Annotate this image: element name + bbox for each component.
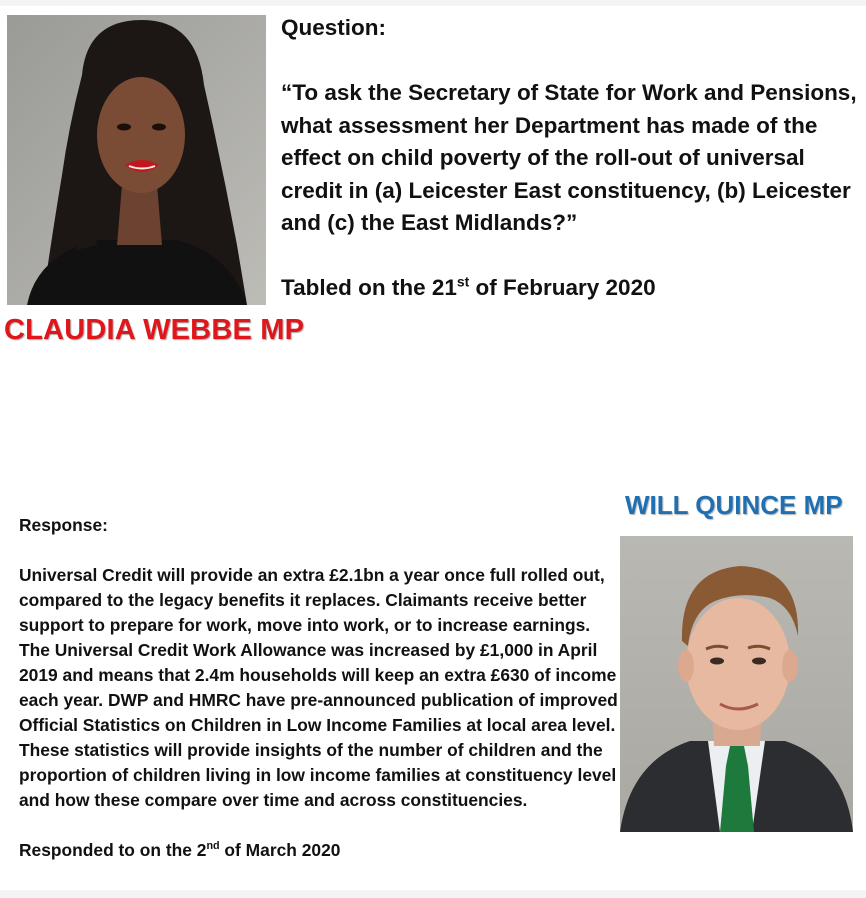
response-heading: Response: bbox=[19, 515, 108, 535]
responder-name: WILL QUINCE MP bbox=[625, 490, 843, 520]
question-block bbox=[281, 12, 866, 305]
question-heading: Question: bbox=[281, 15, 386, 40]
responded-date bbox=[19, 838, 619, 863]
asker-name: CLAUDIA WEBBE MP bbox=[4, 314, 305, 346]
response-text: Universal Credit will provide an extra £2.1bn a year once full rolled out, compared to the legacy benefits it replaces. Claimants receive better support to prepare for work, move into work, or to increase earnings. The Universal Credit Work Allowance was increased by £1,000 in April 2019 and means that 2.4m households will keep an extra £630 of income each year. DWP and HMRC have pre-announced publication of improved Official Statistics on Children in Low Income Families at local area level. These statistics will provide insights of the number of children and the proportion of children living in low income families at constituency level and how these compare over time and across constituencies. bbox=[19, 565, 618, 810]
tabled-rest: of February 2020 bbox=[469, 275, 656, 300]
tabled-ordinal: st bbox=[456, 273, 470, 290]
responded-prefix: Responded to on the 2 bbox=[19, 840, 207, 860]
response-block bbox=[19, 513, 619, 863]
slide bbox=[0, 6, 866, 890]
claudia-webbe-photo bbox=[7, 15, 266, 305]
will-quince-photo bbox=[620, 536, 853, 832]
tabled-date bbox=[281, 272, 866, 305]
tabled-prefix: Tabled on the 21 bbox=[281, 275, 457, 300]
responded-ordinal: nd bbox=[206, 840, 220, 853]
question-text: “To ask the Secretary of State for Work and Pensions, what assessment her Department has made of the effect on child poverty of the roll-out of universal credit in (a) Leicester East constituency, (b) Leicester and (c) the East Midlands?” bbox=[281, 80, 857, 235]
responded-rest: of March 2020 bbox=[219, 840, 341, 860]
